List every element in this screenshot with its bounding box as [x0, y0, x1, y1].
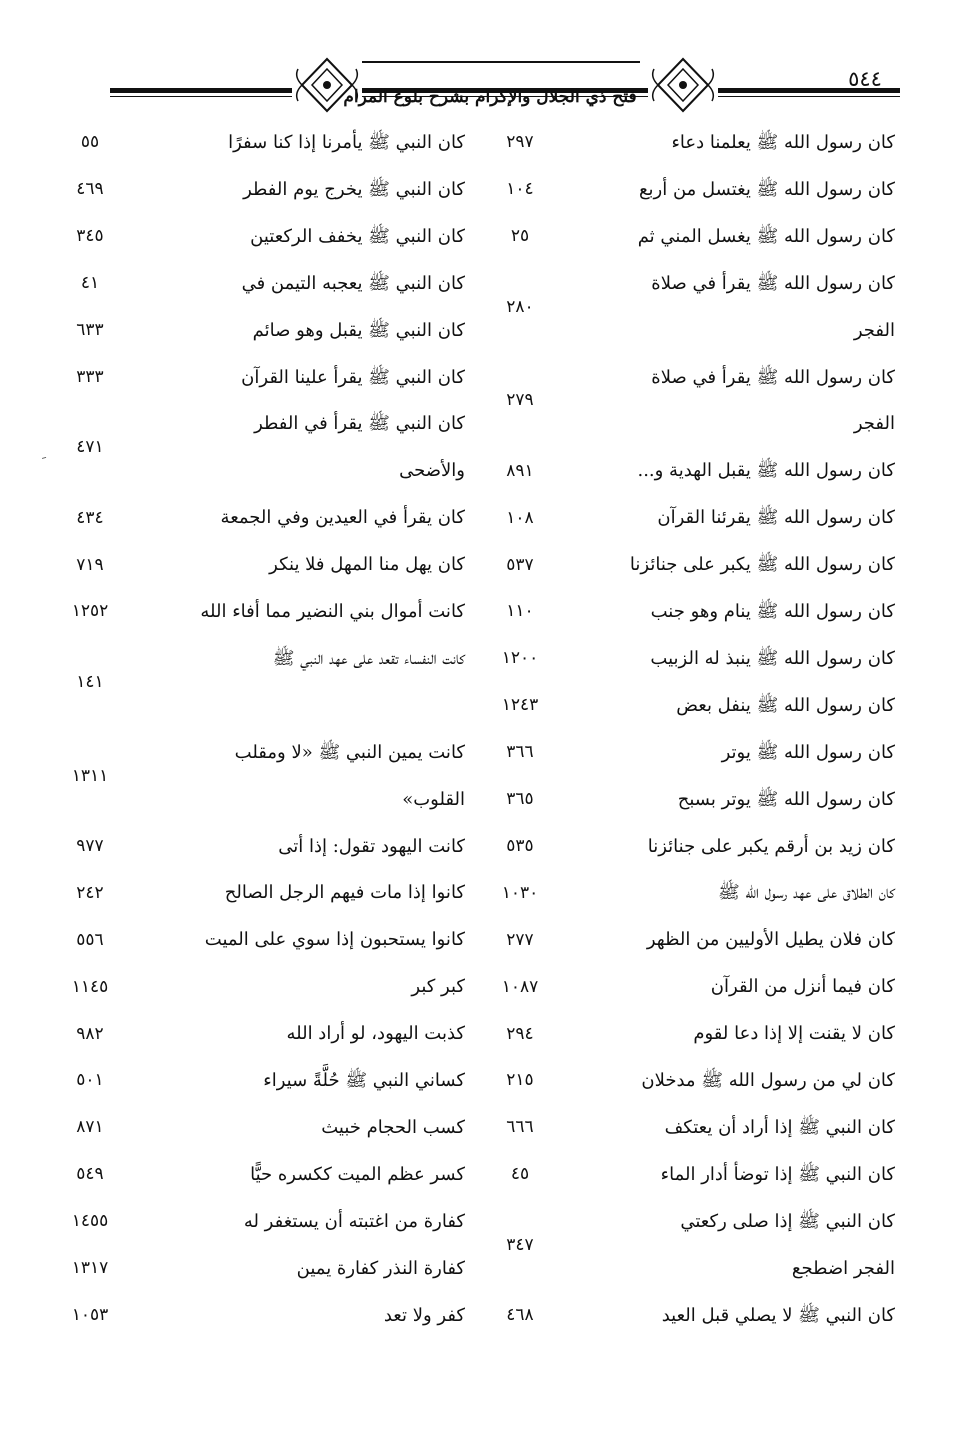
entry-text: كان فيما أنزل من القرآن [710, 976, 895, 998]
entry-text: كذبت اليهود، لو أراد الله [286, 1023, 465, 1045]
entry-page-number: ٩٧٧ [76, 835, 104, 856]
entry-page-number: ٧١٩ [76, 554, 104, 575]
entry-text: كفارة من اغتبته أن يستغفر له [243, 1210, 465, 1232]
index-entry [40, 917, 465, 964]
entry-page-number: ٥٣٥ [506, 835, 534, 856]
index-entry [470, 964, 895, 1011]
index-entry [470, 870, 895, 917]
entry-page-number: ١٣١٧ [71, 1258, 109, 1279]
index-entry [470, 636, 895, 683]
entry-text: كان رسول الله ﷺ يقرئنا القرآن [657, 507, 895, 529]
entry-page-number: ٢٩٧ [506, 132, 534, 153]
entry-text: كبر كبر [411, 976, 465, 998]
entry-text: كان يهل منا المهل فلا ينكر [269, 554, 465, 576]
index-entry [470, 120, 895, 167]
entry-text: كان رسول الله ﷺ ينام وهو جنب [650, 601, 895, 622]
index-entry [470, 1199, 895, 1293]
entry-page-number: ٥٣٧ [506, 554, 534, 575]
entry-text: كانت اليهود تقول: إذا أتى [278, 835, 465, 857]
index-entry [40, 308, 465, 355]
index-entry [470, 355, 895, 449]
index-entry [470, 1152, 895, 1199]
entry-page-number: ١٠٨٧ [501, 976, 539, 997]
entry-page-number: ٢٥ [510, 226, 530, 247]
entry-text: كان رسول الله ﷺ يقبل الهدية و... [637, 460, 895, 482]
entry-page-number: ٨٩١ [506, 460, 534, 481]
entry-text: كانت يمين النبي ﷺ «لا ومقلب القلوب» [234, 741, 465, 810]
entry-page-number: ٨٧١ [76, 1117, 104, 1138]
index-entry [40, 542, 465, 589]
entry-text: كان رسول الله ﷺ ينبذ له الزبيب [650, 647, 895, 669]
index-entry [40, 1199, 465, 1246]
entry-page-number: ٣٣٣ [76, 366, 104, 387]
index-entry [470, 1293, 895, 1340]
entry-text: كفارة النذر كفارة يمين [296, 1257, 465, 1279]
page-number: ٥٤٤ [848, 67, 882, 91]
entry-page-number: ١٢٠٠ [501, 648, 539, 669]
index-entry [470, 261, 895, 355]
entry-page-number: ٦٣٣ [76, 320, 104, 341]
entry-text: كان النبي ﷺ لا يصلي قبل العيد [661, 1304, 895, 1326]
entry-page-number: ٤٥ [510, 1164, 530, 1185]
entry-text: كان فلان يطيل الأوليين من الظهر [646, 929, 895, 951]
index-entry [470, 542, 895, 589]
index-entry [40, 824, 465, 871]
entry-page-number: ١٣١١ [71, 765, 109, 786]
entry-text: كان النبي ﷺ إذا صلى ركعتي الفجر اضطجع [680, 1210, 895, 1279]
running-title: فتح ذي الجلال والإكرام بشرح بلوغ المرام [343, 87, 637, 107]
entry-text: كان النبي ﷺ يقرأ في الفطر والأضحى [254, 413, 465, 482]
entry-page-number: ١٠٥٣ [71, 1304, 109, 1325]
entry-text: كان رسول الله ﷺ يغتسل من أربع [638, 178, 895, 200]
index-column-right [470, 120, 895, 1339]
entry-page-number: ١١٠ [506, 601, 534, 622]
entry-page-number: ٤٧١ [76, 437, 104, 458]
entry-text: كان النبي ﷺ يأمرنا إذا كنا سفرًا [228, 132, 465, 153]
page-header [0, 55, 978, 120]
entry-page-number: ٢٩٤ [506, 1023, 534, 1044]
entry-text: كان النبي ﷺ إذا توضأ أدار الماء [660, 1163, 895, 1185]
entry-text: كان يقرأ في العيدين وفي الجمعة [220, 507, 465, 529]
index-entry [470, 495, 895, 542]
index-entry [40, 401, 465, 495]
index-entry [40, 964, 465, 1011]
index-entry [40, 730, 465, 824]
entry-page-number: ٢٤٢ [76, 882, 104, 903]
entry-text: كان النبي ﷺ يخرج يوم الفطر [243, 178, 465, 200]
entry-text: كان النبي ﷺ إذا أراد أن يعتكف [664, 1116, 895, 1138]
entry-page-number: ٤٣٤ [76, 507, 104, 528]
index-entry [40, 636, 465, 730]
index-entry [40, 1246, 465, 1293]
index-entry [40, 495, 465, 542]
entry-text: كفر ولا تعد [383, 1304, 465, 1326]
entry-page-number: ٤٦٨ [506, 1304, 534, 1325]
entry-page-number: ١٢٤٣ [501, 695, 539, 716]
entry-page-number: ١٤٥٥ [71, 1211, 109, 1232]
entry-text: كان رسول الله ﷺ يقرأ في صلاة الفجر [651, 366, 895, 435]
index-entry [40, 870, 465, 917]
header-top-rule [360, 61, 640, 63]
index-entry [470, 824, 895, 871]
entry-page-number: ٣٤٧ [506, 1234, 534, 1255]
index-entry [40, 120, 465, 167]
index-entry [470, 448, 895, 495]
entry-page-number: ٤٦٩ [76, 179, 104, 200]
index-entry [40, 1293, 465, 1340]
entry-text: كان رسول الله ﷺ يقرأ في صلاة الفجر [651, 272, 895, 341]
entry-page-number: ١٠٤ [506, 179, 534, 200]
index-entry [470, 1105, 895, 1152]
entry-page-number: ٢٧٧ [506, 929, 534, 950]
index-entry [470, 730, 895, 777]
index-entry [470, 777, 895, 824]
index-entry [40, 214, 465, 261]
margin-mark: ﹶ [42, 455, 47, 471]
entry-page-number: ٤١ [80, 273, 100, 294]
index-column-left [40, 120, 465, 1339]
index-entry [470, 1011, 895, 1058]
index-entry [470, 683, 895, 730]
index-entry [40, 1105, 465, 1152]
index-entry [40, 1011, 465, 1058]
entry-text: كانت أموال بني النضير مما أفاء الله [200, 601, 465, 622]
entry-text: كساني النبي ﷺ حُلَّةً سيراء [263, 1070, 465, 1091]
entry-text: كانوا إذا مات فيهم الرجل الصالح [224, 882, 465, 904]
entry-text: كان رسول الله ﷺ ينفل بعض [676, 694, 895, 716]
entry-text: كانت النفساء تقعد على عهد النبي ﷺ [272, 647, 465, 669]
entry-page-number: ٥٥٦ [76, 929, 104, 950]
entry-text: كسب الحجام خبيث [321, 1116, 465, 1138]
entry-text: كان رسول الله ﷺ يوتر بسبح [677, 788, 895, 810]
entry-page-number: ٥٥ [80, 132, 100, 153]
entry-text: كان النبي ﷺ يخفف الركعتين [250, 225, 465, 247]
index-entry [40, 261, 465, 308]
entry-page-number: ٦٦٦ [506, 1117, 534, 1138]
entry-text: كان لي من رسول الله ﷺ مدخلان [641, 1070, 895, 1091]
entry-page-number: ٢٨٠ [506, 296, 534, 317]
entry-page-number: ١٠٨ [506, 507, 534, 528]
entry-page-number: ٥٤٩ [76, 1164, 104, 1185]
index-entry [40, 1152, 465, 1199]
index-entry [470, 167, 895, 214]
index-entry [40, 355, 465, 402]
entry-text: كان رسول الله ﷺ يوتر [721, 741, 895, 763]
entry-page-number: ٩٨٢ [76, 1023, 104, 1044]
entry-text: كان الطلاق على عهد رسول الله ﷺ [717, 882, 895, 904]
entry-text: كان النبي ﷺ يقرأ علينا القرآن [241, 366, 465, 388]
entry-text: كان رسول الله ﷺ يعلمنا دعاء [671, 132, 895, 153]
index-entry [40, 589, 465, 636]
entry-text: كان النبي ﷺ يعجبه التيمن في [241, 272, 465, 294]
index-entry [40, 167, 465, 214]
index-entry [470, 214, 895, 261]
index-entry [40, 1058, 465, 1105]
index-entry [470, 917, 895, 964]
index-entry [470, 589, 895, 636]
entry-page-number: ٥٠١ [76, 1070, 104, 1091]
entry-page-number: ٢٧٩ [506, 390, 534, 411]
entry-page-number: ١٢٥٢ [71, 601, 109, 622]
entry-text: كان لا يقنت إلا إذا دعا لقوم [693, 1023, 895, 1045]
ornament-right-icon [648, 55, 718, 115]
entry-text: كان زيد بن أرقم يكبر على جنائزنا [647, 835, 895, 857]
entry-page-number: ١٤١ [76, 671, 104, 692]
entry-page-number: ١٠٣٠ [501, 882, 539, 903]
entry-page-number: ٣٤٥ [76, 226, 104, 247]
entry-text: كان رسول الله ﷺ يغسل المني ثم [637, 225, 895, 247]
entry-page-number: ١١٤٥ [71, 976, 109, 997]
entry-text: كان النبي ﷺ يقبل وهو صائم [252, 319, 465, 341]
entry-text: كسر عظم الميت ككسره حيًّا [250, 1163, 465, 1185]
entry-page-number: ٣٦٦ [506, 742, 534, 763]
entry-text: كان رسول الله ﷺ يكبر على جنائزنا [629, 554, 895, 576]
index-entry [470, 1058, 895, 1105]
entry-page-number: ٢١٥ [506, 1070, 534, 1091]
entry-text: كانوا يستحبون إذا سوي على الميت [204, 929, 465, 951]
entry-page-number: ٣٦٥ [506, 789, 534, 810]
